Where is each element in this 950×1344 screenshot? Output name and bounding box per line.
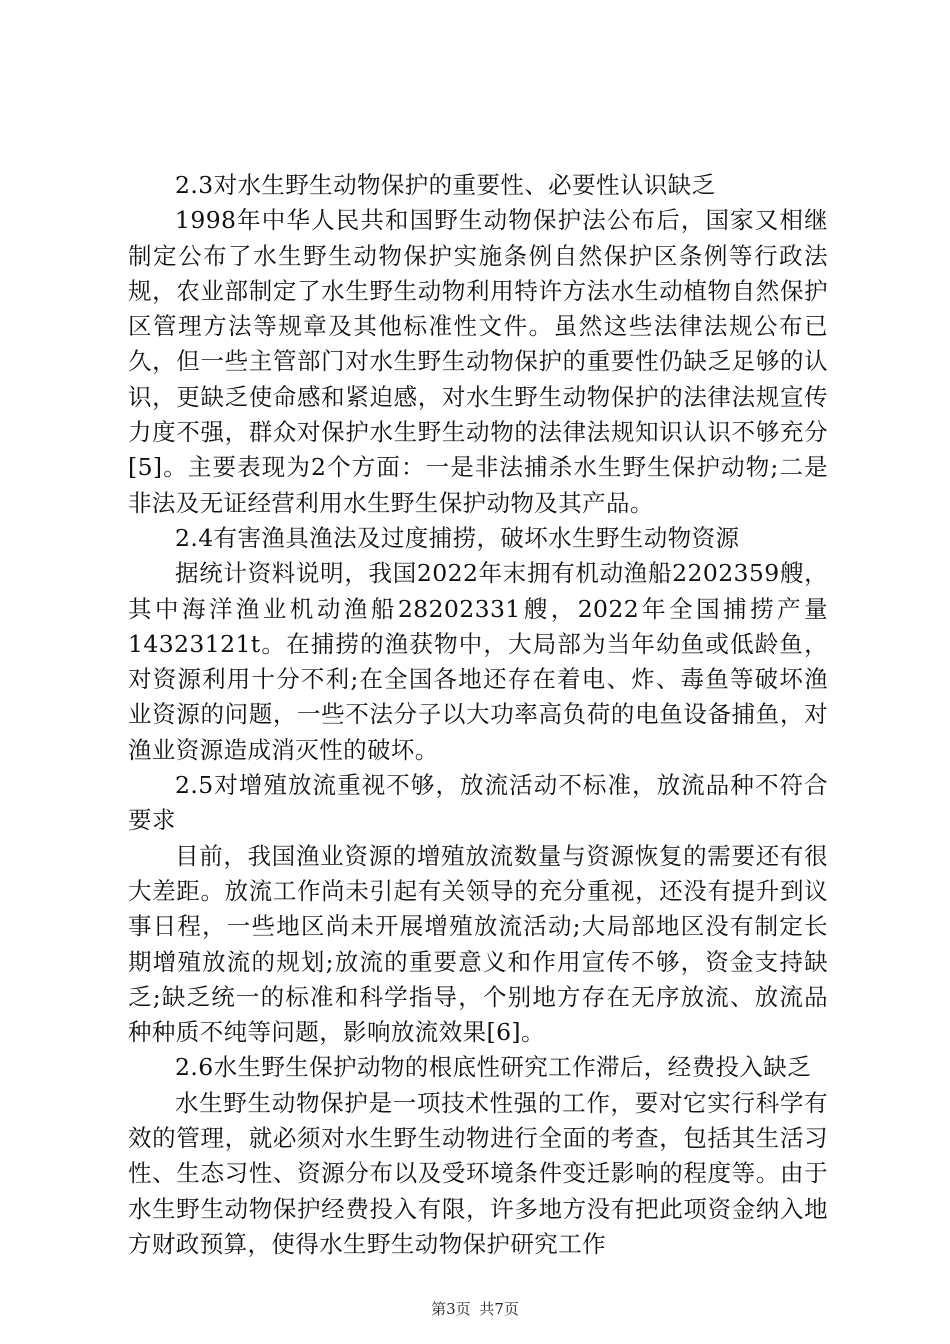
section-heading-2-5: 2.5对增殖放流重视不够，放流活动不标准，放流品种不符合要求 — [128, 771, 828, 835]
paragraph-fishing: 据统计资料说明，我国2022年末拥有机动渔船2202359艘，其中海洋渔业机动渔船28202331艘，2022年全国捕捞产量14323121t。在捕捞的渔获物中，大局部为当年幼鱼或低龄鱼，对资源利用十分不利;在全国各地还存在着电、炸、毒鱼等破坏渔业资源的问题，一些不法分子以大功率高负荷的电鱼设备捕鱼，对渔业资源造成消灭性的破坏。 — [128, 559, 828, 764]
page-number: 第3页 — [431, 1300, 471, 1318]
paragraph-laws: 1998年中华人民共和国野生动物保护法公布后，国家又相继制定公布了水生野生动物保护实施条例自然保护区条例等行政法规，农业部制定了水生野生动物利用特许方法水生动植物自然保护区管理方法等规章及其他标准性文件。虽然这些法律法规公布已久，但一些主管部门对水生野生动物保护的重要性仍缺乏足够的认识，更缺乏使命感和紧迫感，对水生野生动物保护的法律法规宣传力度不强，群众对保护水生野生动物的法律法规知识认识不够充分[5]。主要表现为2个方面：一是非法捕杀水生野生保护动物;二是非法及无证经营利用水生野生保护动物及其产品。 — [128, 206, 828, 517]
section-heading-2-3: 2.3对水生野生动物保护的重要性、必要性认识缺乏 — [175, 171, 716, 199]
page-footer — [0, 1298, 950, 1319]
section-heading-2-4: 2.4有害渔具渔法及过度捕捞，破坏水生野生动物资源 — [175, 523, 740, 552]
page-total: 共7页 — [479, 1300, 519, 1318]
document-body — [128, 168, 828, 1262]
paragraph-release: 目前，我国渔业资源的增殖放流数量与资源恢复的需要还有很大差距。放流工作尚未引起有关领导的充分重视，还没有提升到议事日程，一些地区尚未开展增殖放流活动;大局部地区没有制定长期增殖放流的规划;放流的重要意义和作用宣传不够，资金支持缺乏;缺乏统一的标准和科学指导，个别地方存在无序放流、放流品种种质不纯等问题，影响放流效果[6]。 — [128, 841, 828, 1047]
paragraph-research: 水生野生动物保护是一项技术性强的工作，要对它实行科学有效的管理，就必须对水生野生动物进行全面的考查，包括其生活习性、生态习性、资源分布以及受环境条件变迁影响的程度等。由于水生野生动物保护经费投入有限，许多地方没有把此项资金纳入地方财政预算，使得水生野生动物保护研究工作 — [128, 1088, 828, 1258]
section-heading-2-6: 2.6水生野生保护动物的根底性研究工作滞后，经费投入缺乏 — [175, 1053, 812, 1082]
